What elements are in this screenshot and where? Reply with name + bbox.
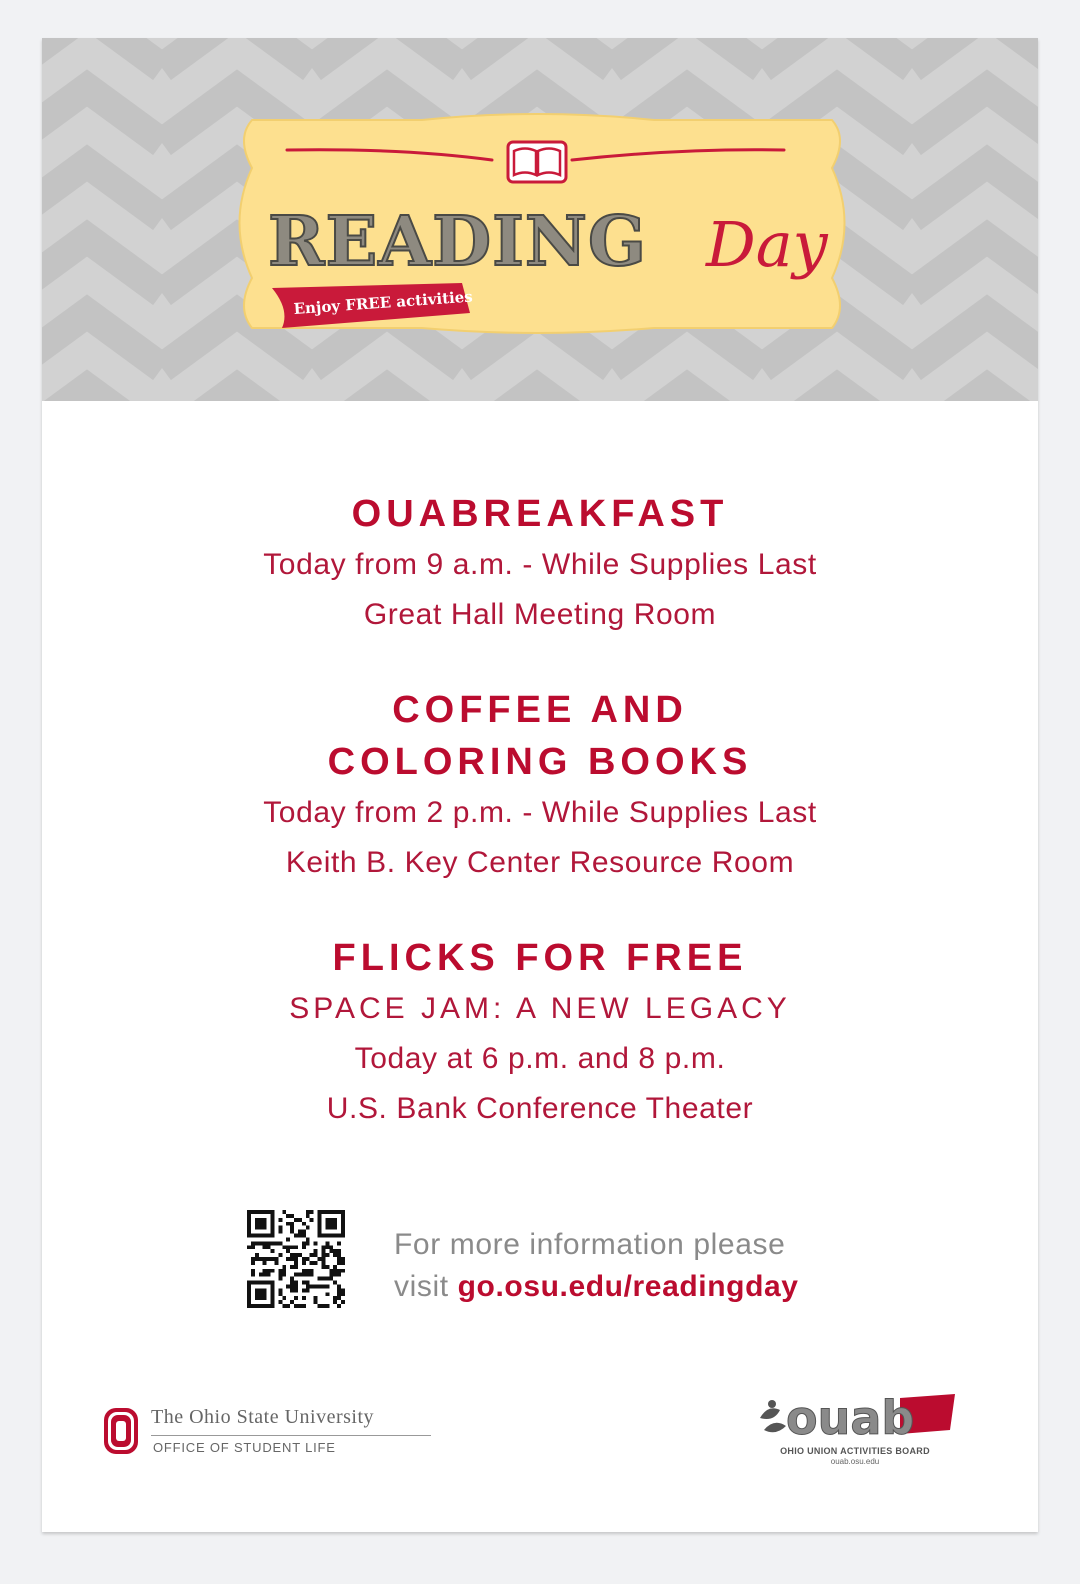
qr-code[interactable] bbox=[247, 1210, 345, 1308]
event-location: Keith B. Key Center Resource Room bbox=[285, 846, 795, 879]
event-title: FLICKS FOR FREE bbox=[332, 937, 748, 979]
event-3 bbox=[42, 932, 1038, 1134]
info-line-2 bbox=[394, 1266, 799, 1308]
ouab-logo bbox=[750, 1390, 970, 1480]
event-time: Today from 2 p.m. - While Supplies Last bbox=[263, 796, 817, 829]
ouab-wordmark: ouab bbox=[786, 1391, 915, 1445]
info-line-1: For more information please bbox=[394, 1228, 786, 1261]
osu-divider bbox=[151, 1435, 431, 1436]
event-time: Today from 9 a.m. - While Supplies Last bbox=[263, 548, 817, 581]
ouab-name: OHIO UNION ACTIVITIES BOARD bbox=[780, 1446, 930, 1456]
title-reading: READING bbox=[268, 202, 648, 282]
ouab-mark bbox=[750, 1390, 960, 1446]
ouab-url: ouab.osu.edu bbox=[830, 1457, 880, 1466]
event-subtitle: SPACE JAM: A NEW LEGACY bbox=[289, 992, 791, 1025]
event-location: U.S. Bank Conference Theater bbox=[326, 1092, 754, 1125]
event-title: OUABREAKFAST bbox=[351, 493, 729, 535]
block-o-icon bbox=[102, 1406, 142, 1462]
osu-office: OFFICE OF STUDENT LIFE bbox=[153, 1440, 336, 1455]
info-text bbox=[394, 1224, 799, 1308]
event-time: Today at 6 p.m. and 8 p.m. bbox=[354, 1042, 726, 1075]
osu-logo bbox=[102, 1398, 462, 1468]
open-book-icon bbox=[508, 142, 566, 182]
event-title: COFFEE AND bbox=[392, 689, 688, 731]
flyer-card bbox=[42, 38, 1038, 1532]
event-list bbox=[42, 488, 1038, 1134]
reading-day-logo bbox=[42, 38, 1038, 401]
event-1 bbox=[42, 488, 1038, 640]
info-visit: visit bbox=[394, 1270, 458, 1303]
leaf-icon bbox=[760, 1400, 786, 1432]
event-title: COLORING BOOKS bbox=[327, 741, 753, 783]
info-link[interactable]: go.osu.edu/readingday bbox=[457, 1270, 799, 1303]
event-location: Great Hall Meeting Room bbox=[363, 598, 717, 631]
banner bbox=[42, 38, 1038, 401]
more-info bbox=[247, 1210, 867, 1310]
osu-name: The Ohio State University bbox=[151, 1406, 375, 1428]
title-day: Day bbox=[706, 208, 828, 281]
event-2 bbox=[42, 684, 1038, 888]
ribbon-text: Enjoy FREE activities bbox=[293, 287, 474, 318]
